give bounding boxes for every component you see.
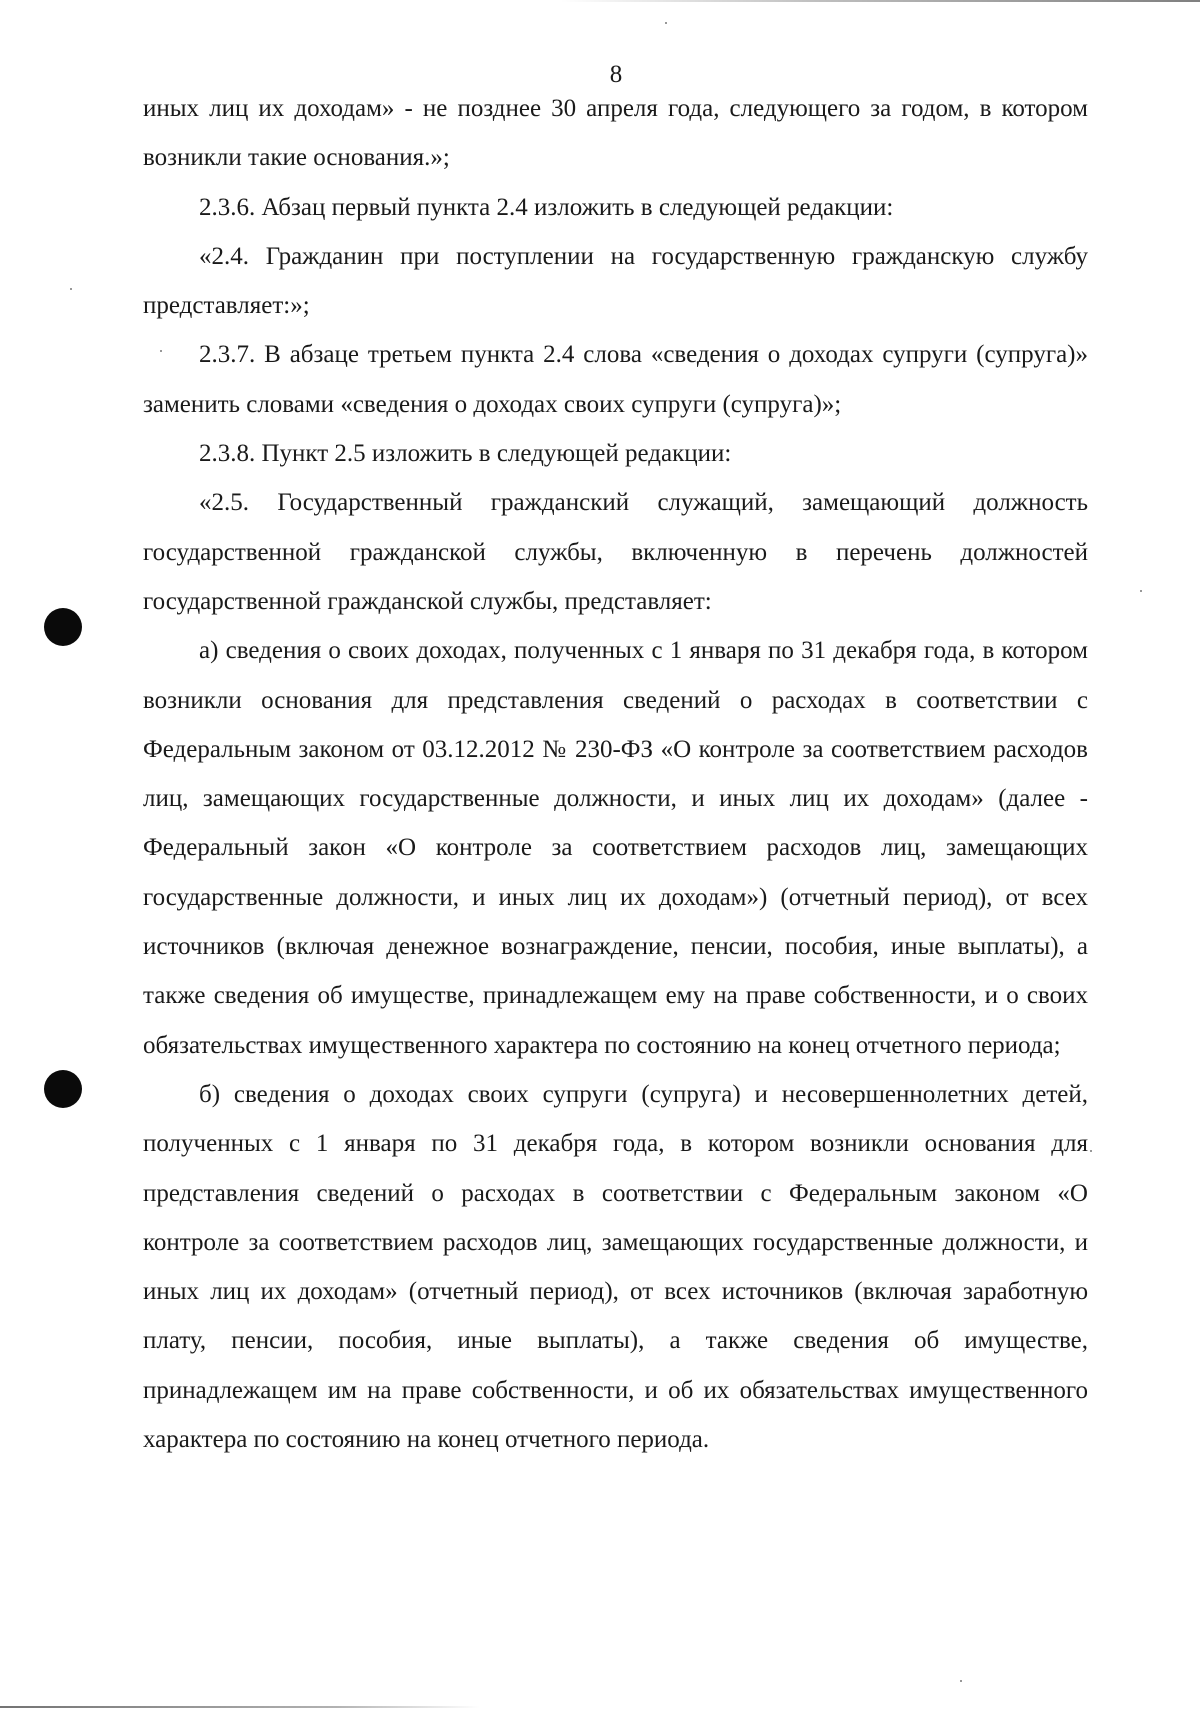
scan-speck — [1140, 590, 1142, 592]
paragraph-2-5-quote: «2.5. Государственный гражданский служащий, замещающий должность государственной гражданской службы, включенную в перечень должностей государственной гражданской службы, представляет: — [143, 489, 1088, 615]
scan-edge-bottom — [0, 1706, 480, 1708]
punch-hole-mark — [44, 1070, 82, 1108]
paragraph-2-3-8: 2.3.8. Пункт 2.5 изложить в следующей редакции: — [199, 440, 732, 468]
scan-speck — [960, 1680, 962, 1682]
scan-edge-top — [560, 0, 1200, 2]
scan-speck — [1090, 1150, 1092, 1152]
paragraph-2-4-quote: «2.4. Гражданин при поступлении на государственную гражданскую службу представляет:»; — [143, 242, 1088, 320]
paragraph-2-3-6: 2.3.6. Абзац первый пункта 2.4 изложить в следующей редакции: — [199, 193, 894, 221]
punch-hole-mark — [44, 608, 82, 646]
scan-speck — [160, 350, 162, 352]
paragraph-item-b: б) сведения о доходах своих супруги (супруга) и несовершеннолетних детей, полученных с 1 января по 31 декабря года, в котором возникли основания для представления сведений о расходах в соответствии с Федеральным законом «О контроле за соответствием расходов лиц, замещающих государственные должности, и иных лиц их доходам» (отчетный период), от всех источников (включая заработную плату, пенсии, пособия, иные выплаты), а также сведения об имуществе, принадлежащем им на праве собственности, и об их обязательствах имущественного характера по состоянию на конец отчетного периода. — [143, 1080, 1088, 1454]
paragraph-continuation: иных лиц их доходам» - не позднее 30 апреля года, следующего за годом, в котором возникли такие основания.»; — [143, 95, 1088, 172]
scan-speck — [665, 22, 667, 24]
paragraph-item-a: а) сведения о своих доходах, полученных с 1 января по 31 декабря года, в котором возникли основания для представления сведений о расходах в соответствии с Федеральным законом от 03.12.2012 № 230-ФЗ «О контроле за соответствием расходов лиц, замещающих государственные должности, и иных лиц их доходам» (далее - Федеральный закон «О контроле за соответствием расходов лиц, замещающих государственные должности, и иных лиц их доходам») (отчетный период), от всех источников (включая денежное вознаграждение, пенсии, пособия, иные выплаты), а также сведения об имуществе, принадлежащем ему на праве собственности, и о своих обязательствах имущественного характера по состоянию на конец отчетного периода; — [143, 637, 1088, 1059]
page-number: 8 — [609, 61, 623, 88]
document-body — [143, 84, 1088, 1464]
paragraph-2-3-7: 2.3.7. В абзаце третьем пункта 2.4 слова «сведения о доходах супруги (супруга)» заменить словами «сведения о доходах своих супруги (супруга)»; — [143, 341, 1088, 418]
scan-speck — [70, 288, 72, 290]
